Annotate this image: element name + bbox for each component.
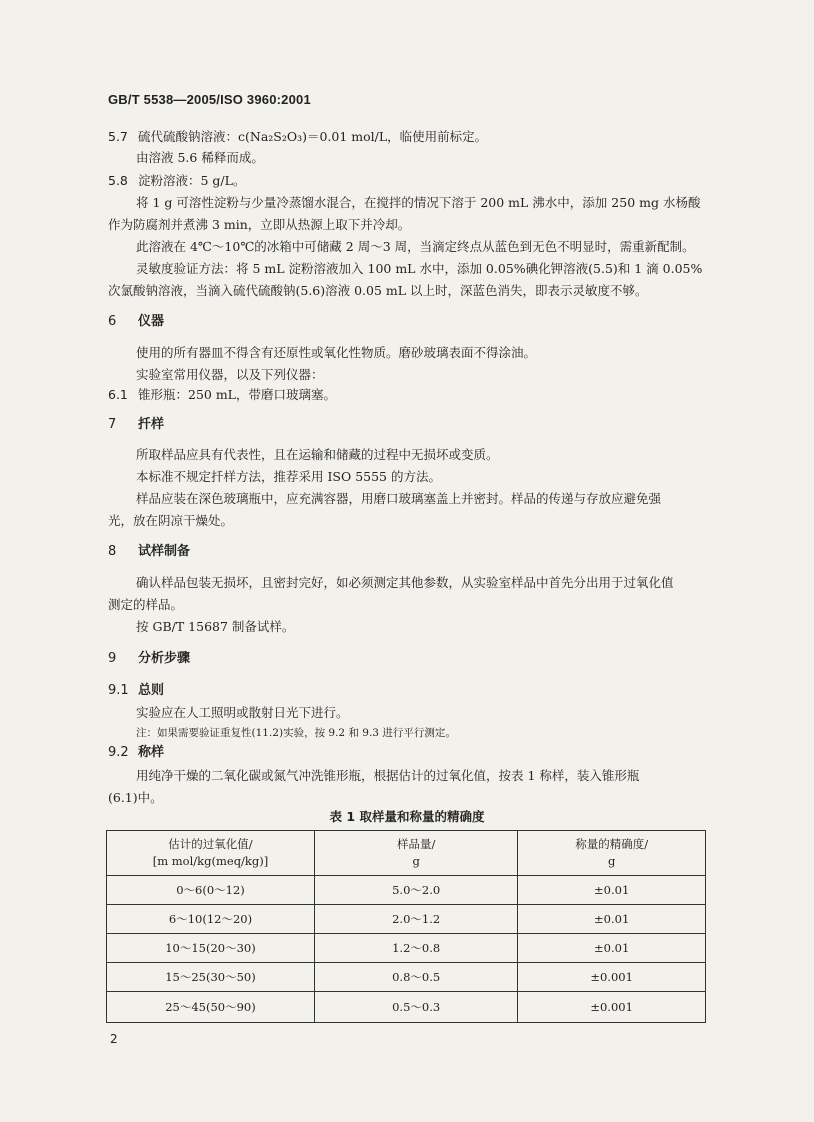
clause-text: 淀粉溶液：5 g/L。 (138, 173, 246, 188)
section-6-heading (108, 313, 164, 331)
header-sample-mass (314, 831, 517, 876)
paragraph: 所取样品应具有代表性，且在运输和储藏的过程中无损坏或变质。 (136, 447, 499, 462)
section-number: 8 (108, 544, 117, 559)
paragraph: 灵敏度验证方法：将 5 mL 淀粉溶液加入 100 mL 水中，添加 0.05%碘化钾溶液(5.5)和 1 滴 0.05% (136, 261, 703, 276)
paragraph: 实验室常用仪器，以及下列仪器： (136, 367, 324, 382)
note: 注：如果需要验证重复性(11.2)实验，按 9.2 和 9.3 进行平行测定。 (136, 727, 456, 739)
paragraph: 用纯净干燥的二氧化碳或氮气冲洗锥形瓶，根据估计的过氧化值，按表 1 称样，装入锥形瓶 (136, 768, 640, 783)
paragraph: 由溶液 5.6 稀释而成。 (136, 150, 264, 165)
table-row (107, 963, 706, 992)
table-cell: 0.8～0.5 (314, 963, 517, 992)
section-title: 仪器 (138, 314, 165, 329)
header-line: 估计的过氧化值/ (168, 837, 253, 851)
clause-text: 锥形瓶：250 mL，带磨口玻璃塞。 (138, 387, 336, 402)
paragraph: 测定的样品。 (108, 597, 184, 612)
table-cell: 10～15(20～30) (107, 934, 315, 963)
table-cell: ±0.001 (518, 992, 706, 1023)
paragraph: 次氯酸钠溶液，当滴入硫代硫酸钠(5.6)溶液 0.05 mL 以上时，深蓝色消失，即表示灵敏度不够。 (108, 283, 648, 298)
header-peroxide-value (107, 831, 315, 876)
clause-title: 总则 (138, 683, 165, 698)
clause-5-7 (108, 128, 487, 146)
section-8-heading (108, 543, 190, 561)
table-cell: 2.0～1.2 (314, 905, 517, 934)
paragraph: 确认样品包装无损坏，且密封完好，如必须测定其他参数，从实验室样品中首先分出用于过氧化值 (136, 575, 674, 590)
clause-9-2-heading (108, 744, 164, 762)
table-cell: 15～25(30～50) (107, 963, 315, 992)
header-line: g (412, 854, 420, 868)
section-9-heading (108, 650, 190, 668)
clause-text: 硫代硫酸钠溶液：c(Na₂S₂O₃)＝0.01 mol/L，临使用前标定。 (138, 129, 488, 144)
section-title: 扦样 (138, 417, 165, 432)
clause-9-1-heading (108, 682, 164, 700)
clause-number: 5.7 (108, 129, 128, 144)
clause-6-1 (108, 386, 336, 404)
paragraph: 样品应装在深色玻璃瓶中，应充满容器，用磨口玻璃塞盖上并密封。样品的传递与存放应避免强 (136, 491, 662, 506)
paragraph: 本标准不规定扦样方法，推荐采用 ISO 5555 的方法。 (136, 469, 441, 484)
section-title: 试样制备 (138, 544, 191, 559)
paragraph: (6.1)中。 (108, 790, 163, 805)
header-line: g (607, 854, 616, 868)
paragraph: 将 1 g 可溶性淀粉与少量冷蒸馏水混合，在搅拌的情况下溶于 200 mL 沸水中，添加 250 mg 水杨酸 (136, 195, 701, 210)
table-cell: 1.2～0.8 (314, 934, 517, 963)
clause-number: 9.1 (108, 683, 129, 698)
clause-number: 9.2 (108, 745, 129, 760)
paragraph: 光，放在阴凉干燥处。 (108, 513, 234, 528)
table-cell: 0.5～0.3 (314, 992, 517, 1023)
table-cell: 0～6(0～12) (107, 876, 315, 905)
table-cell: ±0.01 (518, 876, 706, 905)
section-number: 9 (108, 651, 117, 666)
table-caption: 表 1 取样量和称量的精确度 (329, 809, 485, 824)
clause-number: 6.1 (108, 387, 128, 402)
table-cell: ±0.01 (518, 905, 706, 934)
clause-5-8 (108, 172, 245, 190)
table-cell: ±0.001 (518, 963, 706, 992)
section-title: 分析步骤 (138, 651, 191, 666)
table-cell: 5.0～2.0 (314, 876, 517, 905)
table-row (107, 876, 706, 905)
paragraph: 实验应在人工照明或散射日光下进行。 (136, 705, 349, 720)
standard-header: GB/T 5538—2005/ISO 3960:2001 (108, 92, 311, 107)
paragraph: 此溶液在 4℃～10℃的冰箱中可储藏 2 周～3 周，当滴定终点从蓝色到无色不明显时，需重新配制。 (136, 239, 695, 254)
header-weighing-accuracy (518, 831, 706, 876)
header-line: 称量的精确度/ (575, 837, 649, 851)
page-number: 2 (110, 1032, 118, 1046)
table-row (107, 934, 706, 963)
table-cell: ±0.01 (518, 934, 706, 963)
paragraph: 使用的所有器皿不得含有还原性或氧化性物质。磨砂玻璃表面不得涂油。 (136, 345, 537, 360)
header-line: [m mol/kg(meq/kg)] (152, 854, 269, 868)
table-header-row (107, 831, 706, 876)
clause-number: 5.8 (108, 173, 128, 188)
table-cell: 25～45(50～90) (107, 992, 315, 1023)
paragraph: 按 GB/T 15687 制备试样。 (136, 619, 295, 634)
table-row (107, 905, 706, 934)
section-number: 6 (108, 314, 117, 329)
table-cell: 6～10(12～20) (107, 905, 315, 934)
sampling-table (106, 830, 706, 1023)
section-number: 7 (108, 417, 117, 432)
header-line: 样品量/ (396, 837, 436, 851)
table-row (107, 992, 706, 1023)
clause-title: 称样 (138, 745, 165, 760)
section-7-heading (108, 416, 164, 434)
paragraph: 作为防腐剂并煮沸 3 min，立即从热源上取下并冷却。 (108, 217, 411, 232)
